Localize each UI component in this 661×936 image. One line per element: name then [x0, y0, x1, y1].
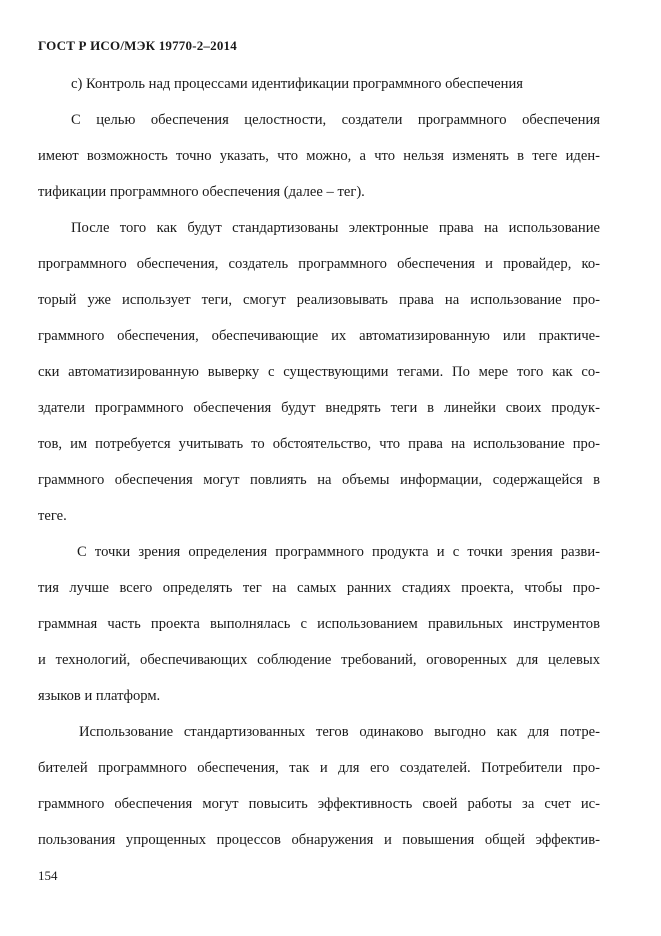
- text-line: теге.: [38, 508, 67, 524]
- text-line: тификации программного обеспечения (далее – тег).: [38, 184, 365, 200]
- text-line: ски автоматизированную выверку с существующими тегами. По мере того как со-: [38, 364, 600, 380]
- text-line: граммная часть проекта выполнялась с использованием правильных инструментов: [38, 616, 600, 632]
- text-line: языков и платформ.: [38, 688, 161, 704]
- document-header: ГОСТ Р ИСО/МЭК 19770-2–2014: [38, 38, 237, 53]
- text-line: программного обеспечения, создатель программного обеспечения и провайдер, ко-: [38, 256, 600, 272]
- text-line: торый уже использует теги, смогут реализовывать права на использование про-: [38, 292, 600, 308]
- text-line: здатели программного обеспечения будут внедрять теги в линейки своих продук-: [38, 400, 600, 416]
- text-line: имеют возможность точно указать, что можно, а что нельзя изменять в теге иден-: [38, 148, 600, 164]
- text-line: С точки зрения определения программного продукта и с точки зрения разви-: [77, 544, 600, 560]
- text-line: После того как будут стандартизованы электронные права на использование: [71, 220, 600, 236]
- text-line: С целью обеспечения целостности, создатели программного обеспечения: [71, 112, 600, 128]
- text-line: граммного обеспечения могут повысить эффективность своей работы за счет ис-: [38, 796, 600, 812]
- text-line: пользования упрощенных процессов обнаружения и повышения общей эффектив-: [38, 832, 600, 848]
- text-line: граммного обеспечения, обеспечивающие их автоматизированную или практиче-: [38, 328, 600, 344]
- text-line: тов, им потребуется учитывать то обстоятельство, что права на использование про-: [38, 436, 600, 452]
- document-body: [38, 66, 600, 858]
- text-line: и технологий, обеспечивающих соблюдение требований, оговоренных для целевых: [38, 652, 600, 668]
- text-line: с) Контроль над процессами идентификации программного обеспечения: [71, 76, 523, 92]
- text-line: граммного обеспечения могут повлиять на объемы информации, содержащейся в: [38, 472, 600, 488]
- text-line: тия лучше всего определять тег на самых ранних стадиях проекта, чтобы про-: [38, 580, 600, 596]
- page-number: 154: [38, 868, 58, 883]
- text-line: бителей программного обеспечения, так и для его создателей. Потребители про-: [38, 760, 600, 776]
- text-line: Использование стандартизованных тегов одинаково выгодно как для потре-: [79, 724, 600, 740]
